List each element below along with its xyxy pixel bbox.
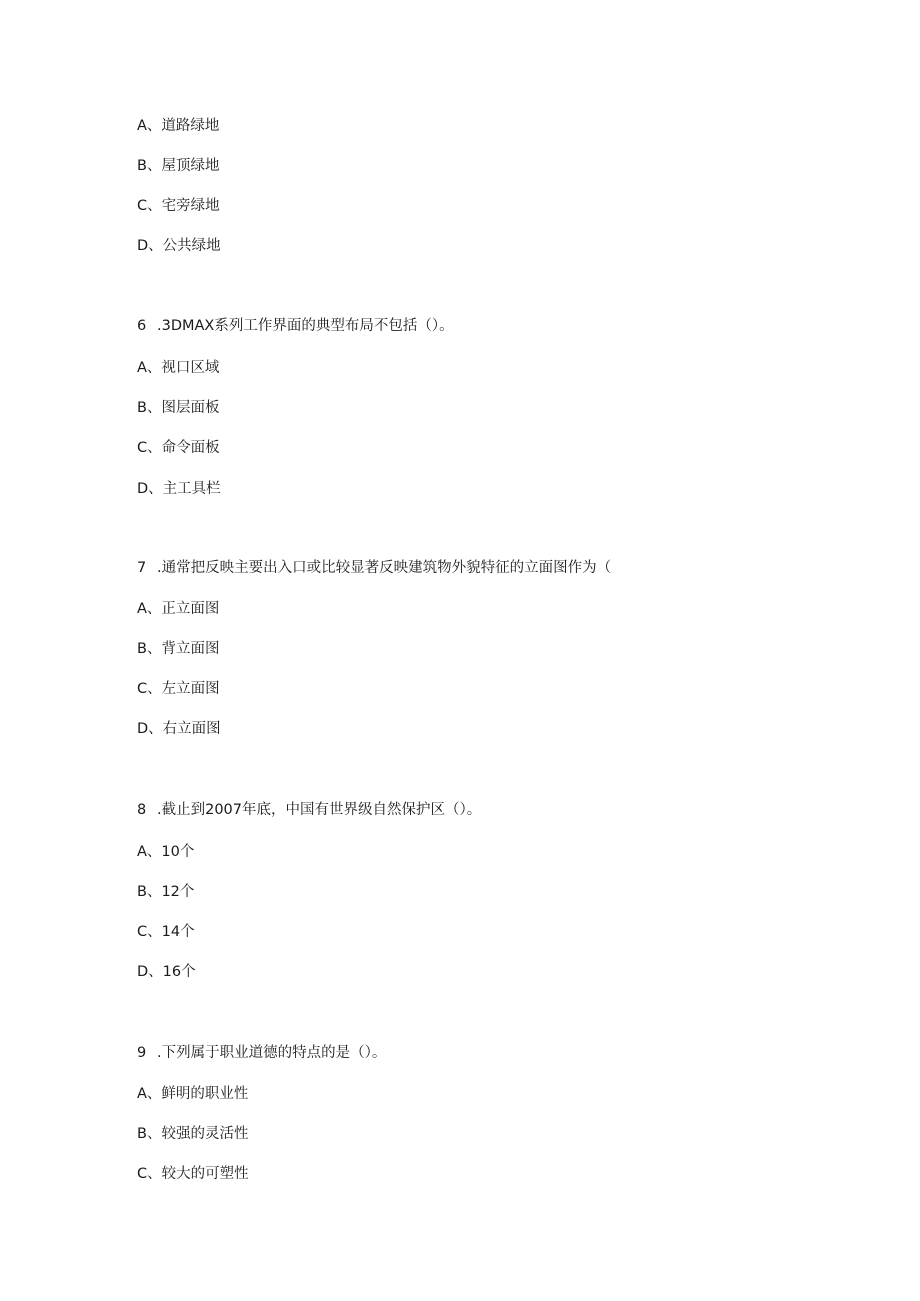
question-text: .下列属于职业道德的特点的是（）。 xyxy=(157,1045,387,1061)
question-7-option-d: D、右立面图 xyxy=(137,721,221,737)
question-number: 7 xyxy=(137,560,147,576)
question-number: 9 xyxy=(137,1045,147,1061)
question-6-option-d: D、主工具栏 xyxy=(137,481,221,497)
option-prev-d: D、公共绿地 xyxy=(137,238,221,254)
question-number: 6 xyxy=(137,318,147,334)
question-7 xyxy=(137,558,611,578)
question-9-option-b: B、较强的灵活性 xyxy=(137,1126,249,1142)
question-6 xyxy=(137,316,454,336)
option-prev-a: A、道路绿地 xyxy=(137,118,220,134)
option-prev-c: C、宅旁绿地 xyxy=(137,198,220,214)
question-7-option-a: A、正立面图 xyxy=(137,601,220,617)
question-8-option-b: B、12个 xyxy=(137,884,195,900)
question-7-option-b: B、背立面图 xyxy=(137,641,220,657)
question-9-option-a: A、鲜明的职业性 xyxy=(137,1086,249,1102)
question-number: 8 xyxy=(137,802,147,818)
question-6-option-c: C、命令面板 xyxy=(137,440,220,456)
question-8-option-c: C、14个 xyxy=(137,924,195,940)
question-9 xyxy=(137,1043,386,1063)
question-text: .通常把反映主要出入口或比较显著反映建筑物外貌特征的立面图作为（ xyxy=(157,560,612,576)
question-6-option-a: A、视口区域 xyxy=(137,360,220,376)
question-8 xyxy=(137,800,481,820)
option-prev-b: B、屋顶绿地 xyxy=(137,158,220,174)
question-6-option-b: B、图层面板 xyxy=(137,400,220,416)
question-9-option-c: C、较大的可塑性 xyxy=(137,1166,249,1182)
question-text: .3DMAX系列工作界面的典型布局不包括（）。 xyxy=(157,318,454,334)
question-7-option-c: C、左立面图 xyxy=(137,681,220,697)
question-8-option-a: A、10个 xyxy=(137,844,195,860)
question-8-option-d: D、16个 xyxy=(137,964,196,980)
question-text: .截止到2007年底，中国有世界级自然保护区（）。 xyxy=(157,802,482,818)
